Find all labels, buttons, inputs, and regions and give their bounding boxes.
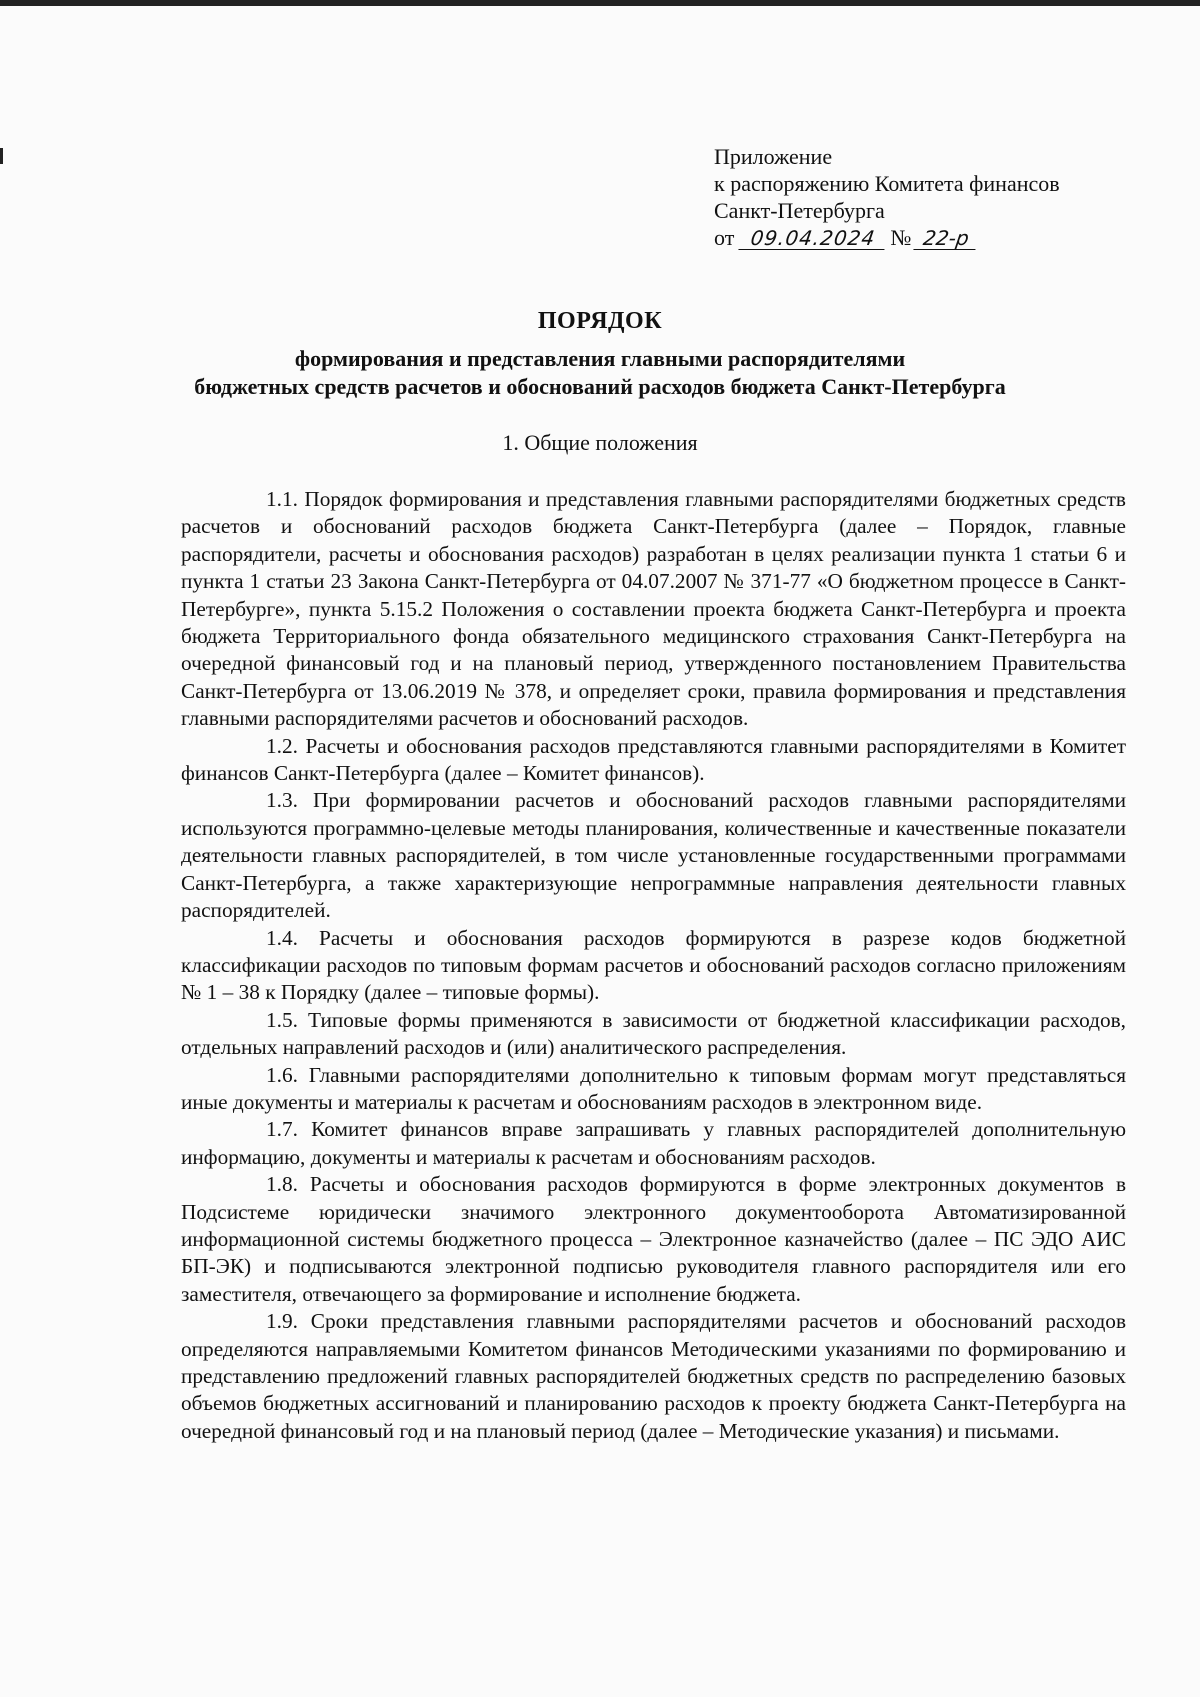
appendix-line-1: Приложение [714,144,833,169]
paragraph-1-3: 1.3. При формировании расчетов и обоснований расходов главными распорядителями используются программно-целевые методы планирования, количественные и качественные показатели деятельности главных распорядителей, в том числе установленные государственными программами Санкт-Петербурга, а также характеризующие непрограммные направления деятельности главных распорядителей. [181,788,1126,923]
handwritten-date: 09.04.2024 [739,227,888,250]
document-subtitle [150,345,1050,401]
paragraph-1-9: 1.9. Сроки представления главными распорядителями расчетов и обоснований расходов определяются направляемыми Комитетом финансов Методическими указаниями по формированию и представлению предложений главных распорядителей бюджетных средств по распределению базовых объемов бюджетных ассигнований и планированию расходов к проекту бюджета Санкт-Петербурга на очередной финансовый год и на плановый период (далее – Методические указания) и письмами. [181,1309,1126,1443]
from-label: от [714,225,735,250]
section-heading: 1. Общие положения [502,430,698,455]
paragraph-1-7: 1.7. Комитет финансов вправе запрашивать у главных распорядителей дополнительную информацию, документы и материалы к расчетам и обоснованиям расходов. [181,1117,1126,1169]
number-label: № [890,225,912,250]
handwritten-number: 22-р [914,227,979,250]
subtitle-line-2: бюджетных средств расчетов и обоснований расходов бюджета Санкт-Петербурга [194,374,1006,399]
paragraph-1-4: 1.4. Расчеты и обоснования расходов формируются в разрезе кодов бюджетной классификации расходов по типовым формам расчетов и обоснований расходов согласно приложениям № 1 – 38 к Порядку (далее – типовые формы). [181,925,1126,1005]
scan-top-edge [0,0,1200,6]
paragraph-1-2: 1.2. Расчеты и обоснования расходов представляются главными распорядителями в Комитет финансов Санкт-Петербурга (далее – Комитет финансов). [181,733,1126,786]
paragraph-1-6: 1.6. Главными распорядителями дополнительно к типовым формам могут представляться иные документы и материалы к расчетам и обоснованиям расходов в электронном виде. [181,1062,1126,1114]
document-title: ПОРЯДОК [537,308,663,334]
subtitle-line-1: формирования и представления главными распорядителями [294,346,906,371]
paragraph-1-8: 1.8. Расчеты и обоснования расходов формируются в форме электронных документов в Подсистеме юридически значимого электронного документооборота Автоматизированной информационной системы бюджетного процесса – Электронное казначейство (далее – ПС ЭДО АИС БП-ЭК) и подписываются электронной подписью руководителя главного распорядителя или его заместителя, отвечающего за формирование и исполнение бюджета. [181,1172,1126,1306]
scan-left-mark [0,148,3,164]
appendix-line-3: Санкт-Петербурга [714,198,885,223]
appendix-date-line [714,224,1154,251]
document-body [181,486,1126,1445]
paragraph-1-1: 1.1. Порядок формирования и представления главными распорядителями бюджетных средств расчетов и обоснований расходов бюджета Санкт-Петербурга (далее – Порядок, главные распорядители, расчеты и обоснования расходов) разработан в целях реализации пункта 1 статьи 6 и пункта 1 статьи 23 Закона Санкт-Петербурга от 04.07.2007 № 371-77 «О бюджетном процессе в Санкт-Петербурге», пункта 5.15.2 Положения о составлении проекта бюджета Санкт-Петербурга и проекта бюджета Территориального фонда обязательного медицинского страхования Санкт-Петербурга на очередной финансовый год и на плановый период, утвержденного постановлением Правительства Санкт-Петербурга от 13.06.2019 № 378, и определяет сроки, правила формирования и представления главными распорядителями расчетов и обоснований расходов. [181,487,1126,731]
appendix-line-2: к распоряжению Комитета финансов [714,171,1060,196]
paragraph-1-5: 1.5. Типовые формы применяются в зависимости от бюджетной классификации расходов, отдельных направлений расходов и (или) аналитического распределения. [181,1007,1126,1060]
appendix-block [714,143,1154,251]
